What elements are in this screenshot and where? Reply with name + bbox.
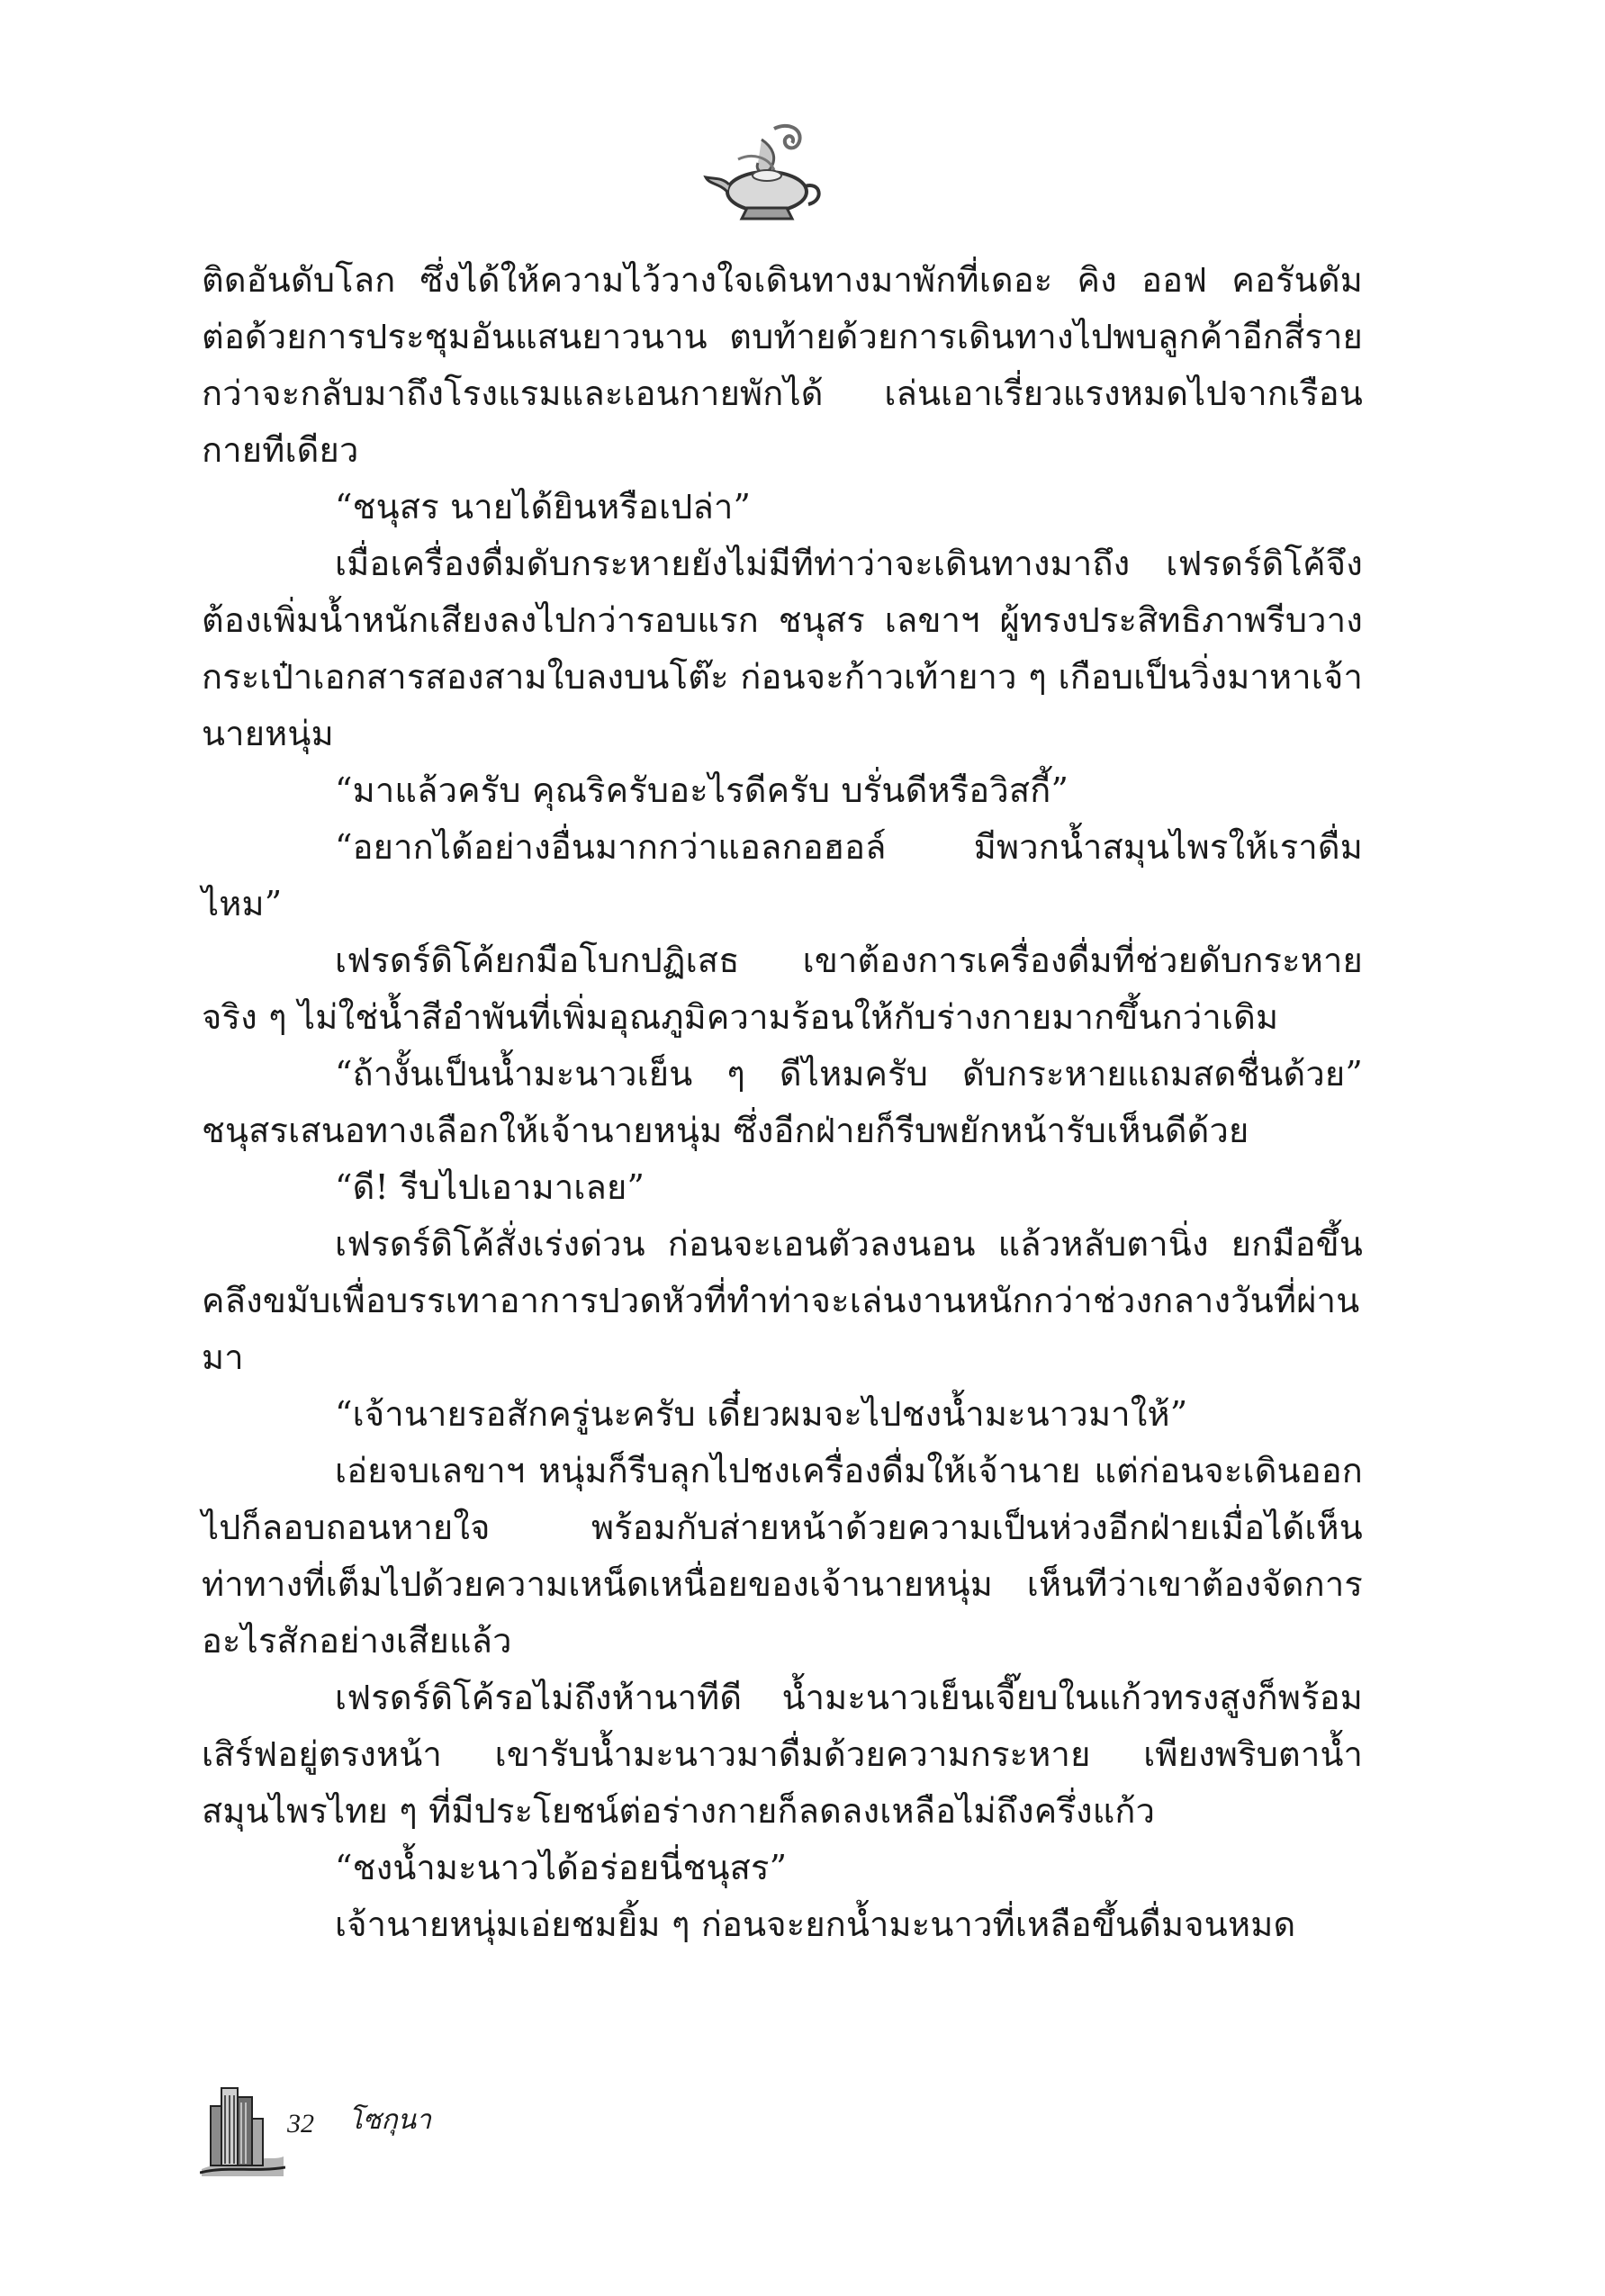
body-text: [202, 252, 1363, 1953]
author-name: โซกุนา: [348, 2104, 431, 2136]
paragraph: ติดอันดับโลก ซึ่งได้ให้ความไว้วางใจเดินทางมาพักที่เดอะ คิง ออฟ คอรันดัม ต่อด้วยการประชุมอันแสนยาวนาน ตบท้ายด้วยการเดินทางไปพบลูกค้าอีกสี่ราย กว่าจะกลับมาถึงโรงแรมและเอนกายพักได้ เล่นเอาเรี่ยวแรงหมดไปจากเรือนกายทีเดียว: [202, 260, 1363, 470]
paragraph: เฟรดร์ดิโค้รอไม่ถึงห้านาทีดี น้ำมะนาวเย็นเจี๊ยบในแก้วทรงสูงก็พร้อมเสิร์ฟอยู่ตรงหน้า เขารับน้ำมะนาวมาดื่มด้วยความกระหาย เพียงพริบตาน้ำสมุนไพรไทย ๆ ที่มีประโยชน์ต่อร่างกายก็ลดลงเหลือไม่ถึงครึ่งแก้ว: [202, 1678, 1363, 1831]
paragraph: “ดี! รีบไปเอามาเลย”: [335, 1167, 645, 1207]
paragraph: “ชนุสร นายได้ยินหรือเปล่า”: [335, 487, 752, 527]
paragraph: “เจ้านายรอสักครู่นะครับ เดี๋ยวผมจะไปชงน้ำมะนาวมาให้”: [335, 1394, 1188, 1434]
paragraph: เฟรดร์ดิโค้ยกมือโบกปฏิเสธ เขาต้องการเครื่องดื่มที่ช่วยดับกระหายจริง ๆ ไม่ใช่น้ำสีอำพันที่เพิ่มอุณภูมิความร้อนให้กับร่างกายมากขึ้นกว่าเดิม: [202, 941, 1363, 1037]
paragraph: เอ่ยจบเลขาฯ หนุ่มก็รีบลุกไปชงเครื่องดื่มให้เจ้านาย แต่ก่อนจะเดินออกไปก็ลอบถอนหายใจ พร้อมกับส่ายหน้าด้วยความเป็นห่วงอีกฝ่ายเมื่อได้เห็นท่าทางที่เต็มไปด้วยความเหน็ดเหนื่อยของเจ้านายหนุ่ม เห็นทีว่าเขาต้องจัดการอะไรสักอย่างเสียแล้ว: [202, 1451, 1363, 1661]
page-number: 32: [287, 2109, 314, 2138]
paragraph: “มาแล้วครับ คุณริครับอะไรดีครับ บรั่นดีหรือวิสกี้”: [335, 770, 1069, 810]
paragraph: “อยากได้อย่างอื่นมากกว่าแอลกอฮอล์ มีพวกน้ำสมุนไพรให้เราดื่มไหม”: [202, 827, 1363, 923]
paragraph: เจ้านายหนุ่มเอ่ยชมยิ้ม ๆ ก่อนจะยกน้ำมะนาวที่เหลือขึ้นดื่มจนหมด: [335, 1904, 1296, 1944]
paragraph: “ชงน้ำมะนาวได้อร่อยนี่ชนุสร”: [335, 1848, 788, 1887]
page-footer: [200, 2079, 560, 2187]
paragraph: เมื่อเครื่องดื่มดับกระหายยังไม่มีทีท่าว่าจะเดินทางมาถึง เฟรดร์ดิโค้จึงต้องเพิ่มน้ำหนักเสียงลงไปกว่ารอบแรก ชนุสร เลขาฯ ผู้ทรงประสิทธิภาพรีบวางกระเป๋าเอกสารสองสามใบลงบนโต๊ะ ก่อนจะก้าวเท้ายาว ๆ เกือบเป็นวิ่งมาหาเจ้านายหนุ่ม: [202, 544, 1363, 753]
paragraph: เฟรดร์ดิโค้สั่งเร่งด่วน ก่อนจะเอนตัวลงนอน แล้วหลับตานิ่ง ยกมือขึ้นคลึงขมับเพื่อบรรเทาอาการปวดหัวที่ทำท่าจะเล่นงานหนักกว่าช่วงกลางวันที่ผ่านมา: [202, 1224, 1363, 1377]
building-icon: [200, 2079, 285, 2178]
lamp-ornament-icon: [702, 122, 828, 234]
paragraph: “ถ้างั้นเป็นน้ำมะนาวเย็น ๆ ดีไหมครับ ดับกระหายแถมสดชื่นด้วย” ชนุสรเสนอทางเลือกให้เจ้านายหนุ่ม ซึ่งอีกฝ่ายก็รีบพยักหน้ารับเห็นดีด้วย: [202, 1054, 1363, 1150]
